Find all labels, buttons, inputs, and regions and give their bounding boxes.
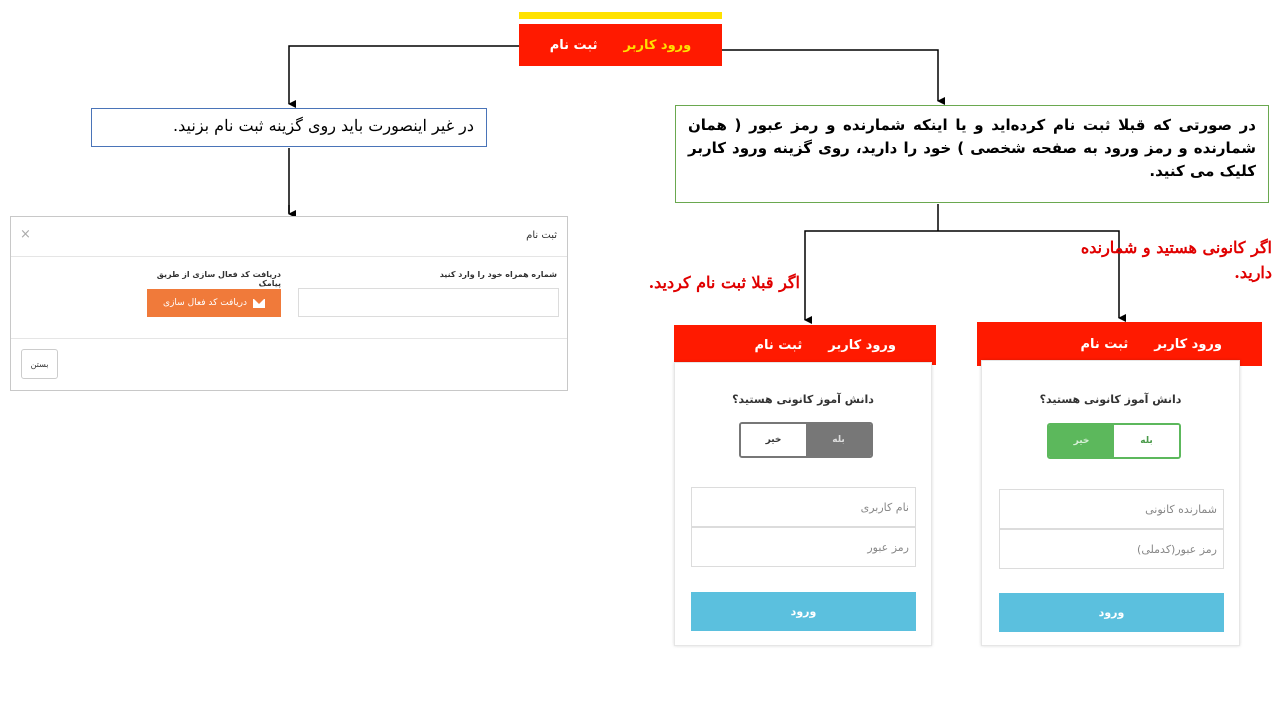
left-card-register-link[interactable]: ثبت نام — [754, 337, 803, 353]
right-card-question: دانش آموز کانونی هستید؟ — [1039, 393, 1182, 406]
right-card-login-link[interactable]: ورود کاربر — [1154, 336, 1222, 352]
right-card-register-link[interactable]: ثبت نام — [1080, 336, 1129, 352]
top-login-link[interactable]: ورود کاربر — [623, 37, 692, 53]
arrow-to-left-card — [805, 231, 938, 320]
left-card-login-link[interactable]: ورود کاربر — [828, 337, 896, 353]
username-input[interactable]: نام کاربری — [691, 487, 916, 527]
registered-note: اگر قبلا ثبت نام کردید. — [648, 273, 800, 292]
top-nav-bar — [519, 24, 722, 66]
national-code-input[interactable]: رمز عبور(کدملی) — [999, 529, 1224, 569]
left-toggle-no[interactable]: خیر — [741, 424, 806, 456]
right-toggle-no[interactable]: خیر — [1049, 425, 1114, 457]
counter-input[interactable]: شمارنده کانونی — [999, 489, 1224, 529]
register-modal — [10, 216, 568, 391]
register-note: در غیر اینصورت باید روی گزینه ثبت نام بزنید. — [91, 108, 487, 147]
left-card-question: دانش آموز کانونی هستید؟ — [732, 393, 874, 406]
password-input[interactable]: رمز عبور — [691, 527, 916, 567]
left-card-toggle[interactable] — [739, 422, 873, 458]
left-card-nav — [674, 325, 936, 365]
right-card-toggle[interactable] — [1047, 423, 1181, 459]
activate-code-button[interactable] — [147, 289, 281, 317]
left-toggle-yes[interactable]: بله — [806, 424, 871, 456]
top-accent-bar — [519, 12, 722, 19]
close-icon[interactable]: × — [20, 227, 31, 242]
arrow-to-register-note — [289, 46, 519, 104]
right-login-button[interactable]: ورود — [999, 593, 1224, 632]
phone-label: شماره همراه خود را وارد کنید — [439, 270, 557, 279]
modal-header — [11, 217, 567, 257]
phone-input[interactable] — [298, 288, 559, 317]
modal-title: ثبت نام — [526, 230, 557, 241]
sms-label: دریافت کد فعال سازی از طریق پیامک — [156, 270, 281, 288]
arrow-to-login-note — [722, 50, 938, 101]
activate-code-label: دریافت کد فعال سازی — [163, 298, 247, 308]
top-register-link[interactable]: ثبت نام — [549, 37, 598, 53]
envelope-icon — [253, 299, 265, 308]
right-login-card — [981, 360, 1240, 646]
kanoon-note: اگر کانونی هستید و شمارنده دارید. — [1080, 238, 1272, 282]
left-login-card — [674, 362, 932, 646]
modal-close-button[interactable]: بستن — [21, 349, 58, 379]
left-login-button[interactable]: ورود — [691, 592, 916, 631]
login-note: در صورتی که قبلا ثبت نام کرده‌اید و یا اینکه شمارنده و رمز عبور ( همان شمارنده و رمز ورود به صفحه شخصی ) خود را دارید، روی گزینه ورود کاربر کلیک می کنید. — [675, 105, 1269, 203]
right-toggle-yes[interactable]: بله — [1114, 425, 1179, 457]
modal-footer-divider — [11, 338, 567, 339]
